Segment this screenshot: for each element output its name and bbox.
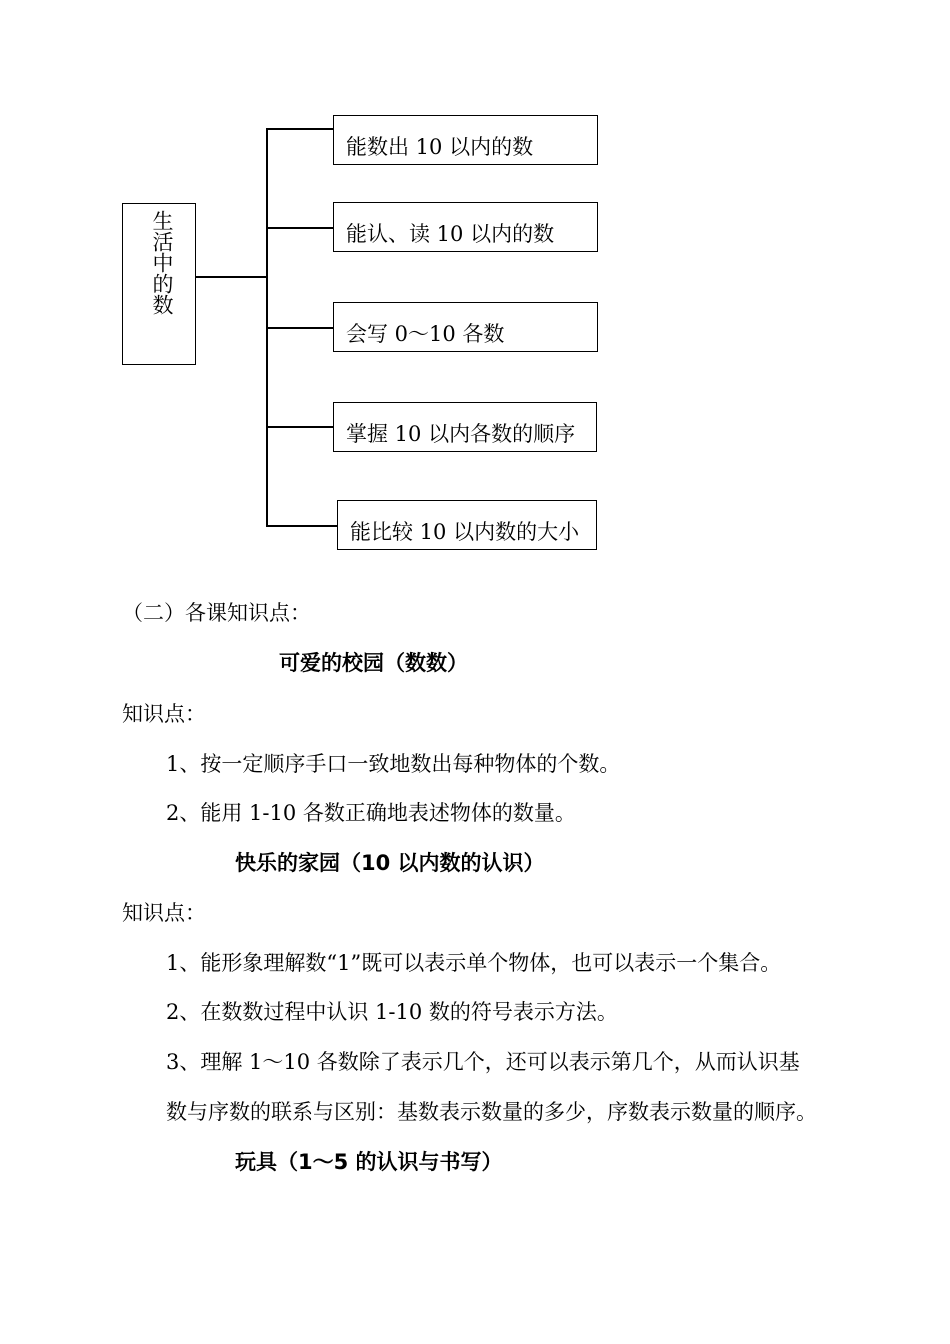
branch-label-5: 能比较 10 以内数的大小 <box>350 520 580 544</box>
branch-label-3: 会写 0～10 各数 <box>346 322 505 346</box>
lesson-title-3: 玩具（1～5 的认识与书写） <box>235 1150 503 1174</box>
knowledge-label-1: 知识点： <box>122 702 206 726</box>
connector-branch-2 <box>266 227 334 229</box>
knowledge-point: 3、理解 1～10 各数除了表示几个，还可以表示第几个，从而认识基 <box>166 1050 800 1074</box>
root-node-label: 生活中的数 <box>150 210 174 315</box>
section-heading: （二）各课知识点： <box>122 601 311 625</box>
branch-node-5 <box>337 500 597 550</box>
knowledge-point: 1、能形象理解数“1”既可以表示单个物体，也可以表示一个集合。 <box>166 951 782 975</box>
connector-branch-5 <box>266 525 338 527</box>
connector-branch-3 <box>266 327 334 329</box>
connector-root <box>196 276 267 278</box>
connector-branch-1 <box>266 128 334 130</box>
connector-branch-4 <box>266 426 334 428</box>
knowledge-point: 数与序数的联系与区别：基数表示数量的多少，序数表示数量的顺序。 <box>166 1100 817 1124</box>
branch-label-2: 能认、读 10 以内的数 <box>346 222 555 246</box>
knowledge-point: 2、能用 1-10 各数正确地表述物体的数量。 <box>166 801 576 825</box>
concept-map <box>0 0 950 580</box>
branch-label-1: 能数出 10 以内的数 <box>346 135 534 159</box>
lesson-title-1: 可爱的校园（数数） <box>279 651 468 675</box>
branch-node-3 <box>333 302 598 352</box>
branch-node-1 <box>333 115 598 165</box>
knowledge-point: 2、在数数过程中认识 1-10 数的符号表示方法。 <box>166 1000 618 1024</box>
branch-node-4 <box>333 402 597 452</box>
branch-label-4: 掌握 10 以内各数的顺序 <box>346 422 576 446</box>
lesson-title-2: 快乐的家园（10 以内数的认识） <box>235 851 545 875</box>
knowledge-point: 1、按一定顺序手口一致地数出每种物体的个数。 <box>166 752 621 776</box>
knowledge-label-2: 知识点： <box>122 901 206 925</box>
branch-node-2 <box>333 202 598 252</box>
